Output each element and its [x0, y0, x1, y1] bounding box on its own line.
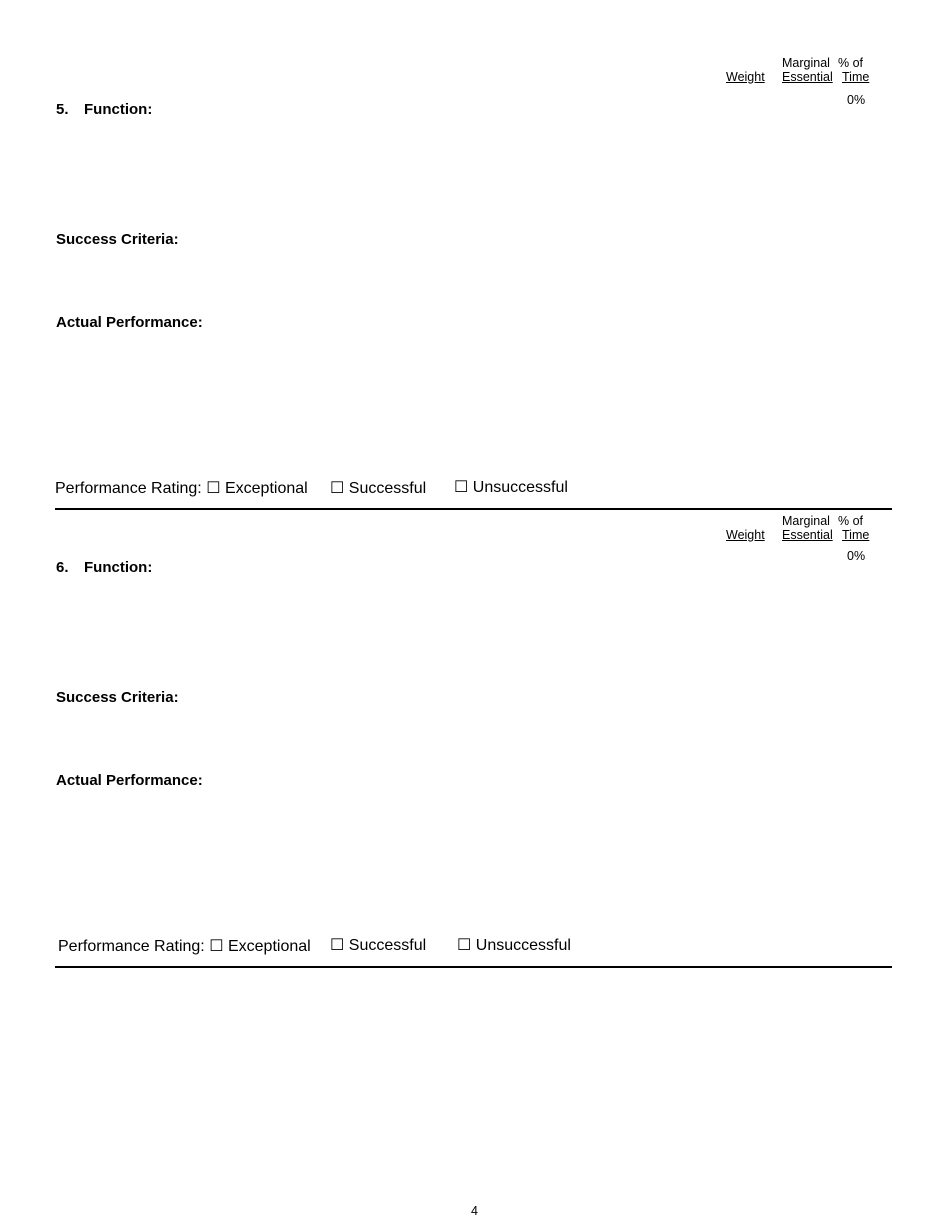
- marginal-header: Marginal: [782, 514, 830, 528]
- unsuccessful-option: [454, 477, 568, 497]
- unsuccessful-checkbox[interactable]: ☐: [457, 937, 472, 954]
- marginal-header: Marginal: [782, 56, 830, 70]
- successful-option: [330, 478, 426, 498]
- unsuccessful-option-label: Unsuccessful: [475, 937, 571, 954]
- time-percent-value[interactable]: 0%: [847, 93, 866, 107]
- performance-rating-label: Performance Rating:: [58, 938, 205, 955]
- performance-rating-row: [55, 478, 308, 498]
- time-header: Time: [842, 70, 870, 84]
- unsuccessful-option-label: Unsuccessful: [472, 479, 568, 496]
- success-criteria-text-area[interactable]: [55, 252, 892, 307]
- successful-option-label: Successful: [348, 480, 427, 497]
- unsuccessful-option: [457, 935, 571, 955]
- time-percent-value[interactable]: 0%: [847, 549, 866, 563]
- exceptional-option-label: Exceptional: [224, 480, 308, 497]
- time-header: Time: [842, 528, 870, 542]
- weight-header: Weight: [726, 528, 765, 542]
- exceptional-option-label: Exceptional: [227, 938, 311, 955]
- success-criteria-label: Success Criteria:: [56, 231, 179, 248]
- success-criteria-label: Success Criteria:: [56, 689, 179, 706]
- essential-header: Essential: [782, 528, 833, 542]
- function-text-area[interactable]: [55, 580, 892, 680]
- function-number: 6.: [56, 559, 69, 576]
- exceptional-checkbox[interactable]: ☐: [206, 480, 221, 497]
- section-divider: [55, 508, 892, 510]
- actual-performance-label: Actual Performance:: [56, 772, 203, 789]
- actual-performance-label: Actual Performance:: [56, 314, 203, 331]
- essential-header: Essential: [782, 70, 833, 84]
- successful-checkbox[interactable]: ☐: [330, 937, 345, 954]
- function-text-area[interactable]: [55, 122, 892, 222]
- function-label: Function:: [84, 101, 153, 118]
- performance-rating-row: [58, 936, 311, 956]
- function-number: 5.: [56, 101, 69, 118]
- section-divider: [55, 966, 892, 968]
- successful-checkbox[interactable]: ☐: [330, 480, 345, 497]
- performance-rating-label: Performance Rating:: [55, 480, 202, 497]
- pct-of-header: % of: [838, 514, 864, 528]
- successful-option: [330, 935, 426, 955]
- function-label: Function:: [84, 559, 153, 576]
- unsuccessful-checkbox[interactable]: ☐: [454, 479, 469, 496]
- pct-of-header: % of: [838, 56, 864, 70]
- actual-performance-text-area[interactable]: [55, 793, 892, 923]
- successful-option-label: Successful: [348, 937, 427, 954]
- success-criteria-text-area[interactable]: [55, 710, 892, 765]
- actual-performance-text-area[interactable]: [55, 335, 892, 465]
- exceptional-checkbox[interactable]: ☐: [209, 938, 224, 955]
- weight-header: Weight: [726, 70, 765, 84]
- page-number: 4: [471, 1204, 478, 1218]
